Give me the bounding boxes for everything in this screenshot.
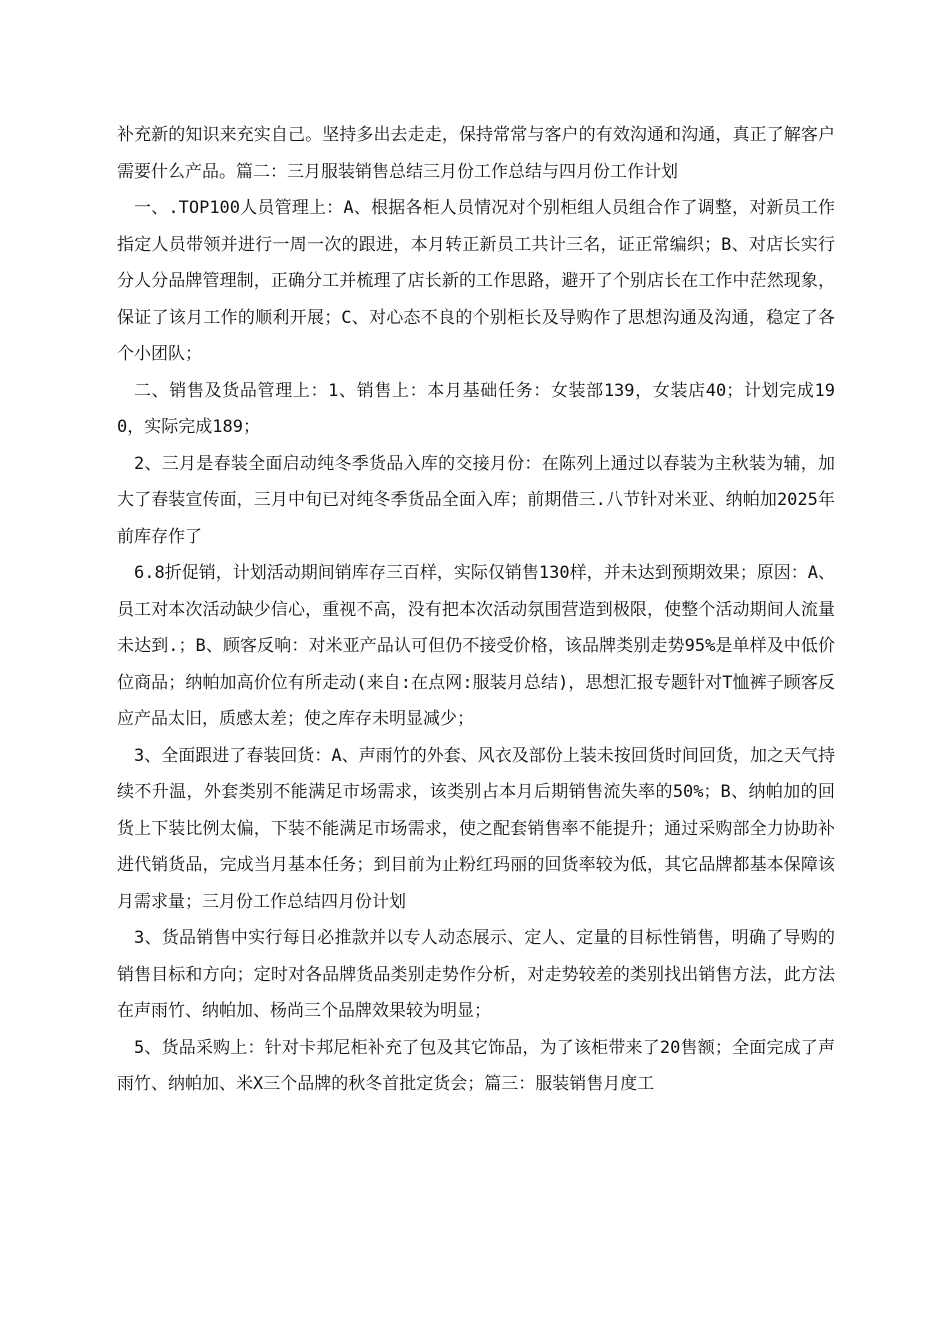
document-body bbox=[117, 117, 835, 1103]
paragraph-2: 一、.TOP100人员管理上：A、根据各柜人员情况对个别柜组人员组合作了调整，对新员工作指定人员带领并进行一周一次的跟进，本月转正新员工共计三名，证正常编织；B、对店长实行分人分品牌管理制，正确分工并梳理了店长新的工作思路，避开了个别店长在工作中茫然现象，保证了该月工作的顺利开展；C、对心态不良的个别柜长及导购作了思想沟通及沟通，稳定了各个小团队； bbox=[117, 198, 835, 364]
paragraph-8: 5、货品采购上：针对卡邦尼柜补充了包及其它饰品，为了该柜带来了20售额；全面完成了声雨竹、纳帕加、米X三个品牌的秋冬首批定货会；篇三：服装销售月度工 bbox=[117, 1037, 835, 1094]
paragraph-6: 3、全面跟进了春装回货：A、声雨竹的外套、风衣及部份上装未按回货时间回货，加之天气持续不升温，外套类别不能满足市场需求，该类别占本月后期销售流失率的50%；B、纳帕加的回货上下装比例太偏，下装不能满足市场需求，使之配套销售率不能提升；通过采购部全力协助补进代销货品，完成当月基本任务；到目前为止粉红玛丽的回货率较为低，其它品牌都基本保障该月需求量；三月份工作总结四月份计划 bbox=[117, 745, 835, 912]
paragraph-7: 3、货品销售中实行每日必推款并以专人动态展示、定人、定量的目标性销售，明确了导购的销售目标和方向；定时对各品牌货品类别走势作分析，对走势较差的类别找出销售方法，此方法在声雨竹、纳帕加、杨尚三个品牌效果较为明显； bbox=[117, 928, 835, 1021]
paragraph-5: 6.8折促销，计划活动期间销库存三百样，实际仅销售130样，并未达到预期效果；原因：A、员工对本次活动缺少信心，重视不高，没有把本次活动氛围营造到极限，使整个活动期间人流量未达到.；B、顾客反响：对米亚产品认可但仍不接受价格，该品牌类别走势95%是单样及中低价位商品；纳帕加高价位有所走动(来自:在点网:服装月总结)，思想汇报专题针对T恤裤子顾客反应产品太旧，质感太差；使之库存未明显减少； bbox=[117, 563, 835, 729]
paragraph-3: 二、销售及货品管理上：1、销售上：本月基础任务：女装部139，女装店40；计划完成190，实际完成189； bbox=[117, 380, 835, 437]
paragraph-4: 2、三月是春装全面启动纯冬季货品入库的交接月份：在陈列上通过以春装为主秋装为辅，加大了春装宣传面，三月中旬已对纯冬季货品全面入库；前期借三.八节针对米亚、纳帕加2025年前库存作了 bbox=[117, 453, 835, 547]
paragraph-1: 补充新的知识来充实自己。坚持多出去走走，保持常常与客户的有效沟通和沟通，真正了解客户需要什么产品。篇二：三月服装销售总结三月份工作总结与四月份工作计划 bbox=[117, 125, 835, 182]
